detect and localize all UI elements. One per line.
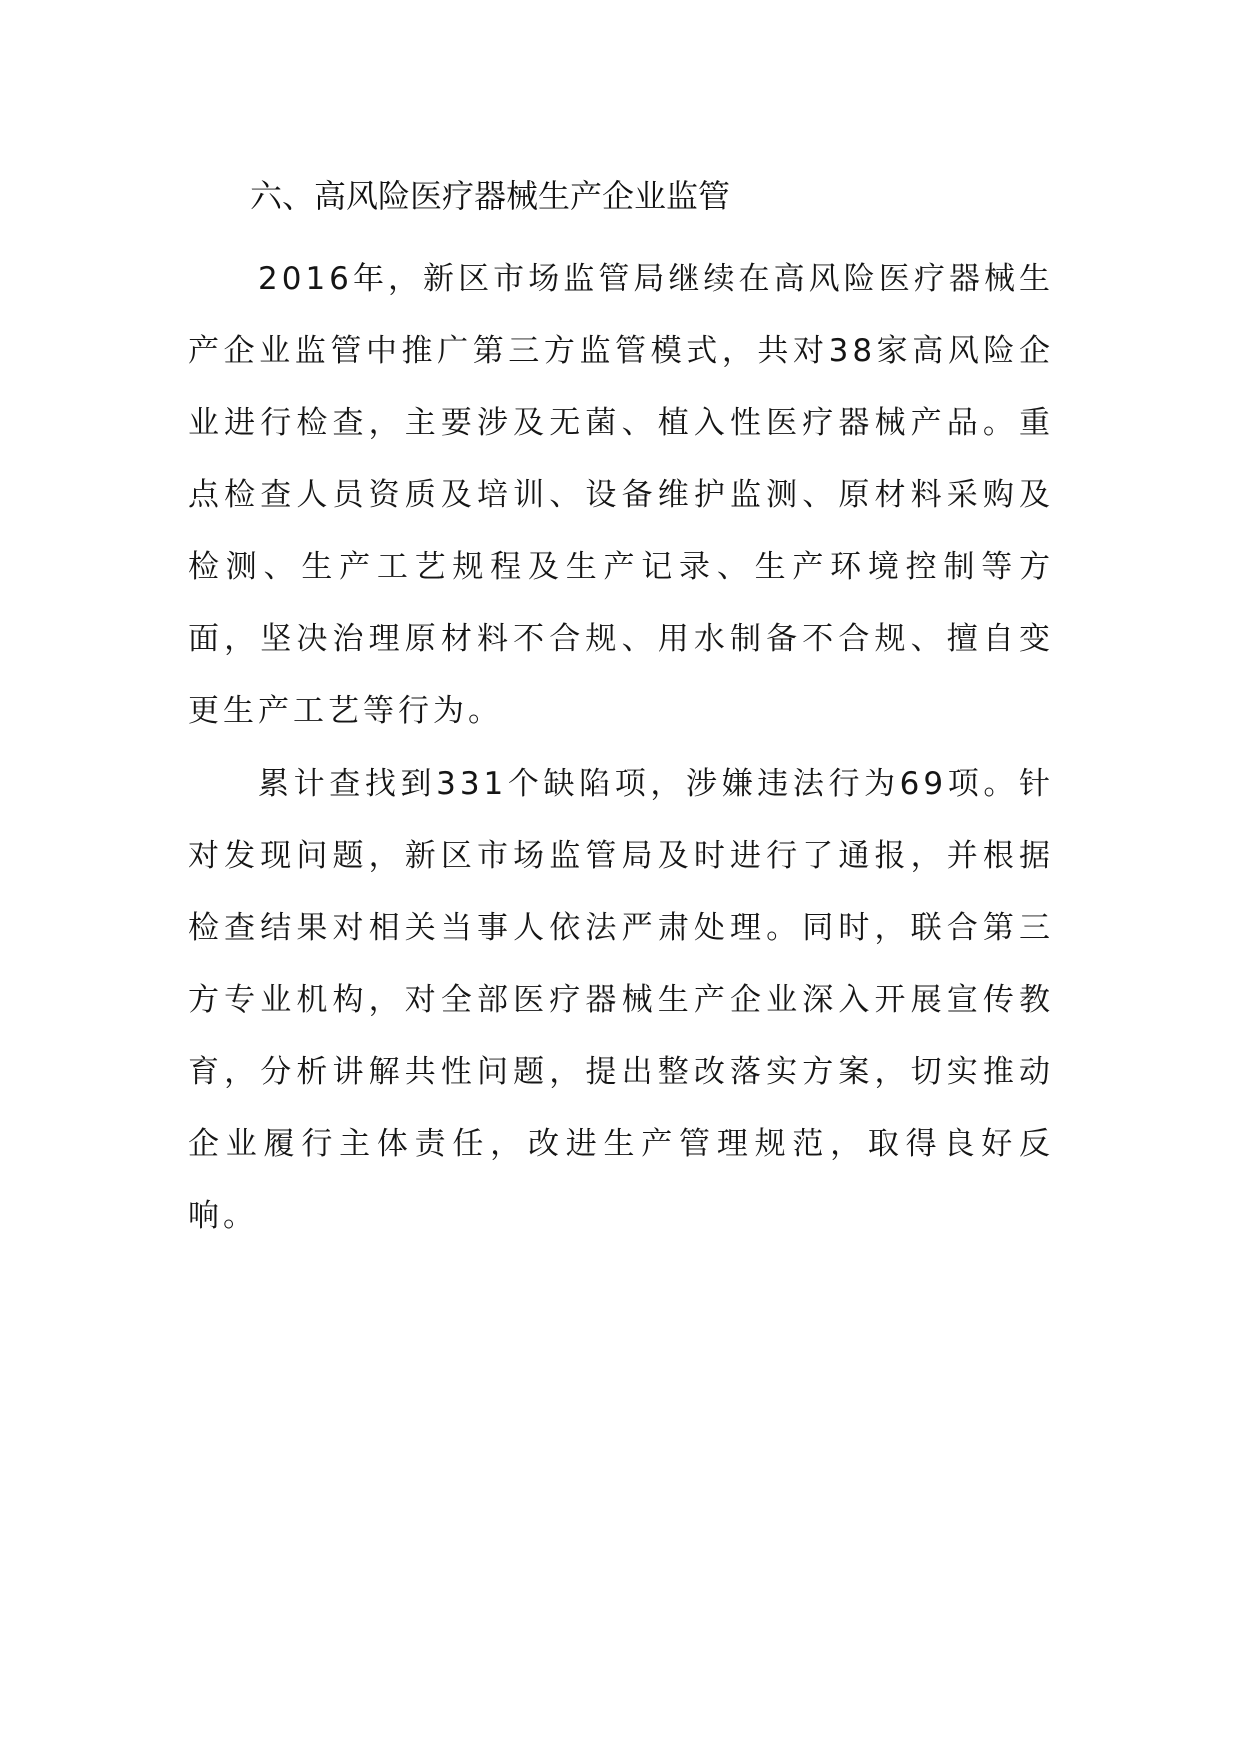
paragraph-inspection-results: 累计查找到331个缺陷项，涉嫌违法行为69项。针对发现问题，新区市场监管局及时进行了通报，并根据检查结果对相关当事人依法严肃处理。同时，联合第三方专业机构，对全部医疗器械生产企业深入开展宣传教育，分析讲解共性问题，提出整改落实方案，切实推动企业履行主体责任，改进生产管理规范，取得良好反响。	[188, 766, 1054, 1234]
document-body	[188, 160, 1054, 1252]
section-heading: 六、高风险医疗器械生产企业监管	[250, 177, 731, 215]
paragraph-inspection-overview: 2016年，新区市场监管局继续在高风险医疗器械生产企业监管中推广第三方监管模式，共对38家高风险企业进行检查，主要涉及无菌、植入性医疗器械产品。重点检查人员资质及培训、设备维护监测、原材料采购及检测、生产工艺规程及生产记录、生产环境控制等方面，坚决治理原材料不合规、用水制备不合规、擅自变更生产工艺等行为。	[188, 261, 1054, 729]
